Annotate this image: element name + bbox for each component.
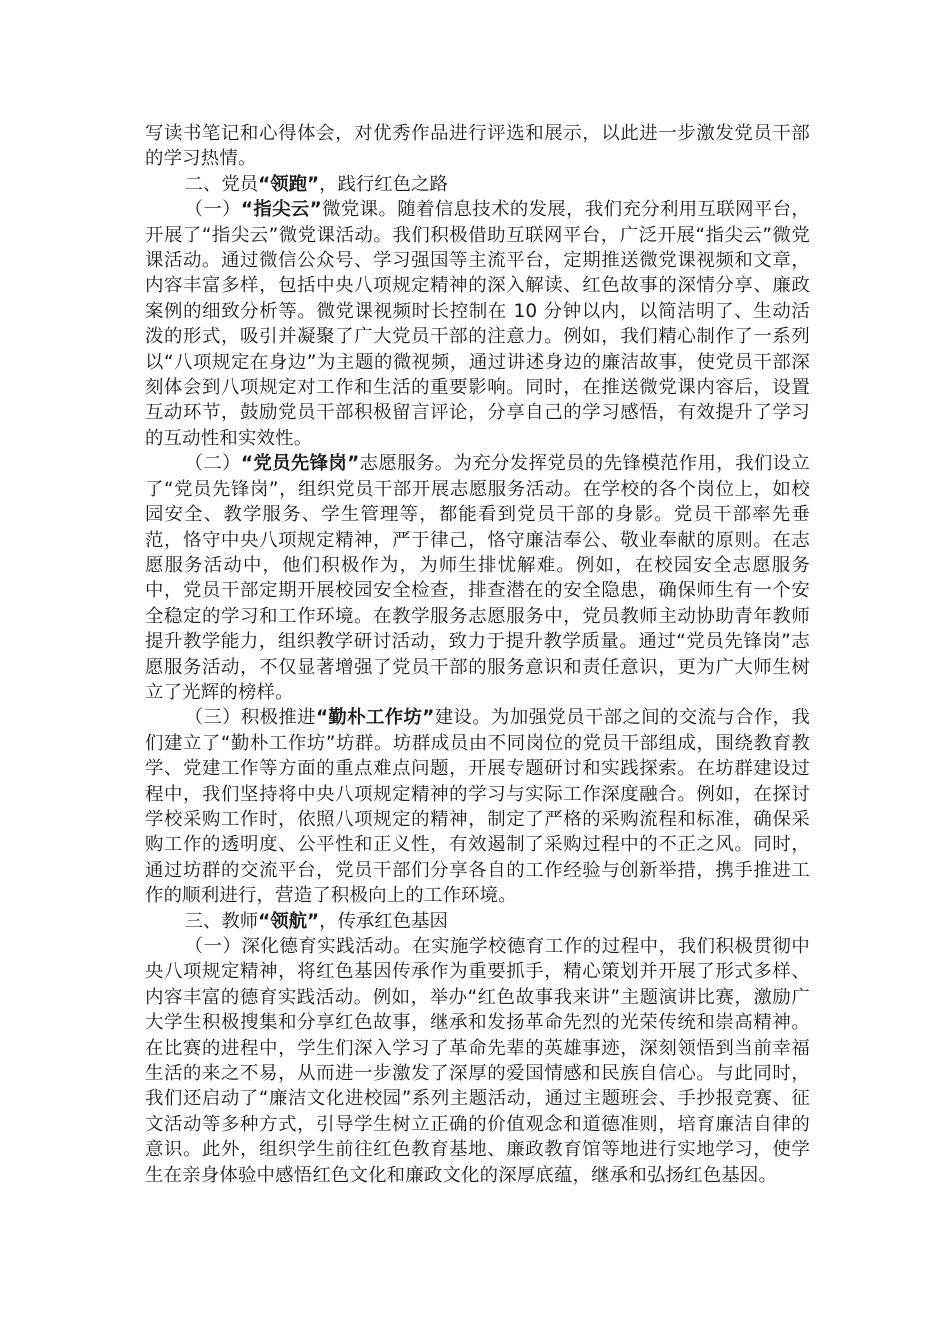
paragraph-keyword: “党员先锋岗” bbox=[240, 453, 360, 475]
paragraph-vanguard-post bbox=[145, 451, 810, 705]
heading-text: ，传承红色基因 bbox=[319, 910, 448, 932]
heading-keyword: “领航” bbox=[258, 910, 320, 932]
paragraph-moral-education bbox=[145, 934, 810, 1188]
document-page bbox=[145, 121, 810, 1188]
paragraph-text: （一）深化德育实践活动。在实施学校德育工作的过程中，我们积极贯彻中央八项规定精神，将红色基因传承作为重要抓手，精心策划并开展了形式多样、内容丰富的德育实践活动。例如，举办“红色故事我来讲”主题演讲比赛，激励广大学生积极搜集和分享红色故事，继承和发扬革命先烈的光荣传统和崇高精神。在比赛的进程中，学生们深入学习了革命先辈的英雄事迹，深刻领悟到当前幸福生活的来之不易，从而进一步激发了深厚的爱国情感和民族自信心。与此同时，我们还启动了“廉洁文化进校园”系列主题活动，通过主题班会、手抄报竞赛、征文活动等多种方式，引导学生树立正确的价值观念和道德准则，培育廉洁自律的意识。此外，组织学生前往红色教育基地、廉政教育馆等地进行实地学习，使学生在亲身体验中感悟红色文化和廉政文化的深厚底蕴，继承和弘扬红色基因。 bbox=[145, 936, 810, 1186]
heading-text: 三、教师 bbox=[184, 910, 259, 932]
paragraph-text: 写读书笔记和心得体会，对优秀作品进行评选和展示，以此进一步激发党员干部的学习热情。 bbox=[145, 123, 810, 170]
paragraph-number: （一） bbox=[184, 199, 241, 221]
paragraph-keyword: “指尖云” bbox=[240, 199, 322, 221]
heading-text: 二、党员 bbox=[184, 173, 259, 195]
heading-text: ，践行红色之路 bbox=[319, 173, 448, 195]
paragraph-text: 志愿服务。为充分发挥党员的先锋模范作用，我们设立了“党员先锋岗”，组织党员干部开展志愿服务活动。在学校的各个岗位上，如校园安全、教学服务、学生管理等，都能看到党员干部的身影。党员干部率先垂范，恪守中央八项规定精神，严于律己，恪守廉洁奉公、敬业奉献的原则。在志愿服务活动中，他们积极作为，为师生排忧解难。例如，在校园安全志愿服务中，党员干部定期开展校园安全检查，排查潜在的安全隐患，确保师生有一个安全稳定的学习和工作环境。在教学服务志愿服务中，党员教师主动协助青年教师提升教学能力，组织教学研讨活动，致力于提升教学质量。通过“党员先锋岗”志愿服务活动，不仅显著增强了党员干部的服务意识和责任意识，更为广大师生树立了光辉的榜样。 bbox=[145, 453, 810, 703]
paragraph-keyword: “勤朴工作坊” bbox=[315, 707, 435, 729]
paragraph-workshop bbox=[145, 705, 810, 908]
paragraph-text: 微党课。随着信息技术的发展，我们充分利用互联网平台，开展了“指尖云”微党课活动。我们积极借助互联网平台，广泛开展“指尖云”微党课活动。通过微信公众号、学习强国等主流平台，定期推送微党课视频和文章，内容丰富多样，包括中央八项规定精神的深入解读、红色故事的深情分享、廉政案例的细致分析等。微党课视频时长控制在 10 分钟以内，以简洁明了、生动活泼的形式，吸引并凝聚了广大党员干部的注意力。例如，我们精心制作了一系列以“八项规定在身边”为主题的微视频，通过讲述身边的廉洁故事，使党员干部深刻体会到八项规定对工作和生活的重要影响。同时，在推送微党课内容后，设置互动环节，鼓励党员干部积极留言评论，分享自己的学习感悟，有效提升了学习的互动性和实效性。 bbox=[145, 199, 811, 449]
section-heading-teachers bbox=[145, 909, 810, 934]
paragraph-micro-party-lesson bbox=[145, 197, 810, 451]
paragraph-number: （二） bbox=[184, 453, 241, 475]
heading-keyword: “领跑” bbox=[258, 173, 320, 195]
paragraph-number: （三）积极推进 bbox=[184, 707, 316, 729]
paragraph-text: 建设。为加强党员干部之间的交流与合作，我们建立了“勤朴工作坊”坊群。坊群成员由不同岗位的党员干部组成，围绕教育教学、党建工作等方面的重点难点问题，开展专题研讨和实践探索。在坊群建设过程中，我们坚持将中央八项规定精神的学习与实际工作深度融合。例如，在探讨学校采购工作时，依照八项规定的精神，制定了严格的采购流程和标准，确保采购工作的透明度、公平性和正义性，有效遏制了采购过程中的不正之风。同时，通过坊群的交流平台，党员干部们分享各自的工作经验与创新举措，携手推进工作的顺利进行，营造了积极向上的工作环境。 bbox=[145, 707, 810, 907]
paragraph-reading-notes bbox=[145, 121, 810, 172]
section-heading-party-members bbox=[145, 172, 810, 197]
